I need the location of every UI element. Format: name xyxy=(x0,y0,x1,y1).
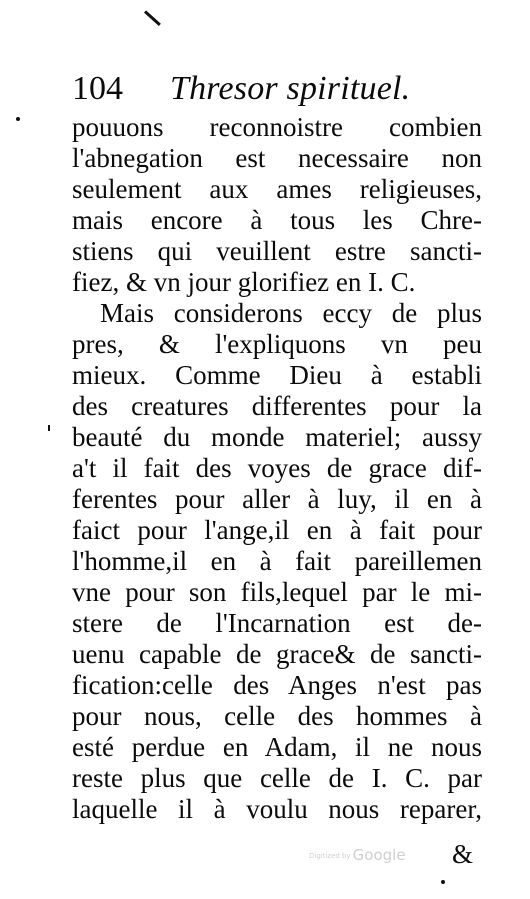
text-line: fiez, & vn jour glorifiez en I. C. xyxy=(72,267,416,297)
text-line: stiens qui veuillent estre sancti- xyxy=(72,236,482,266)
paragraph-start-line: Mais considerons eccy de plus xyxy=(100,298,482,328)
ink-stroke xyxy=(144,10,161,26)
text-line: a't il fait des voyes de grace dif- xyxy=(72,453,482,483)
text-line: laquelle il à voulu nous reparer, xyxy=(72,794,482,824)
catchword: & xyxy=(452,839,474,869)
text-line: stere de l'Incarnation est de- xyxy=(72,608,482,638)
digitization-watermark xyxy=(309,846,406,864)
watermark-brand: Google xyxy=(352,846,406,864)
text-line: vne pour son fils,lequel par le mi- xyxy=(72,577,482,607)
text-line: fication:celle des Anges n'est pas xyxy=(72,670,482,700)
text-line: faict pour l'ange,il en à fait pour xyxy=(72,515,482,545)
ink-speck xyxy=(16,117,20,121)
text-line: l'abnegation est necessaire non xyxy=(72,143,482,173)
text-line: pres, & l'expliquons vn peu xyxy=(72,329,482,359)
text-line: esté perdue en Adam, il ne nous xyxy=(72,732,482,762)
text-line: pour nous, celle des hommes à xyxy=(72,701,482,731)
page-header xyxy=(72,66,472,112)
running-title: Thresor spirituel. xyxy=(170,70,411,107)
text-line: pouuons reconnoistre combien xyxy=(72,112,482,142)
text-line: uenu capable de grace& de sancti- xyxy=(72,639,482,669)
text-line: ferentes pour aller à luy, il en à xyxy=(72,484,482,514)
watermark-prefix: Digitized by xyxy=(309,851,351,860)
text-line: reste plus que celle de I. C. par xyxy=(72,763,482,793)
ink-speck xyxy=(48,425,50,431)
text-line: seulement aux ames religieuses, xyxy=(72,174,482,204)
text-line: beauté du monde materiel; aussy xyxy=(72,422,482,452)
text-line: l'homme,il en à fait pareillemen xyxy=(72,546,482,576)
text-line: mais encore à tous les Chre- xyxy=(72,205,482,235)
ink-speck xyxy=(441,880,445,884)
body-text xyxy=(72,112,482,825)
text-line: des creatures differentes pour la xyxy=(72,391,482,421)
page-number: 104 xyxy=(72,70,123,107)
text-line: mieux. Comme Dieu à establi xyxy=(72,360,482,390)
